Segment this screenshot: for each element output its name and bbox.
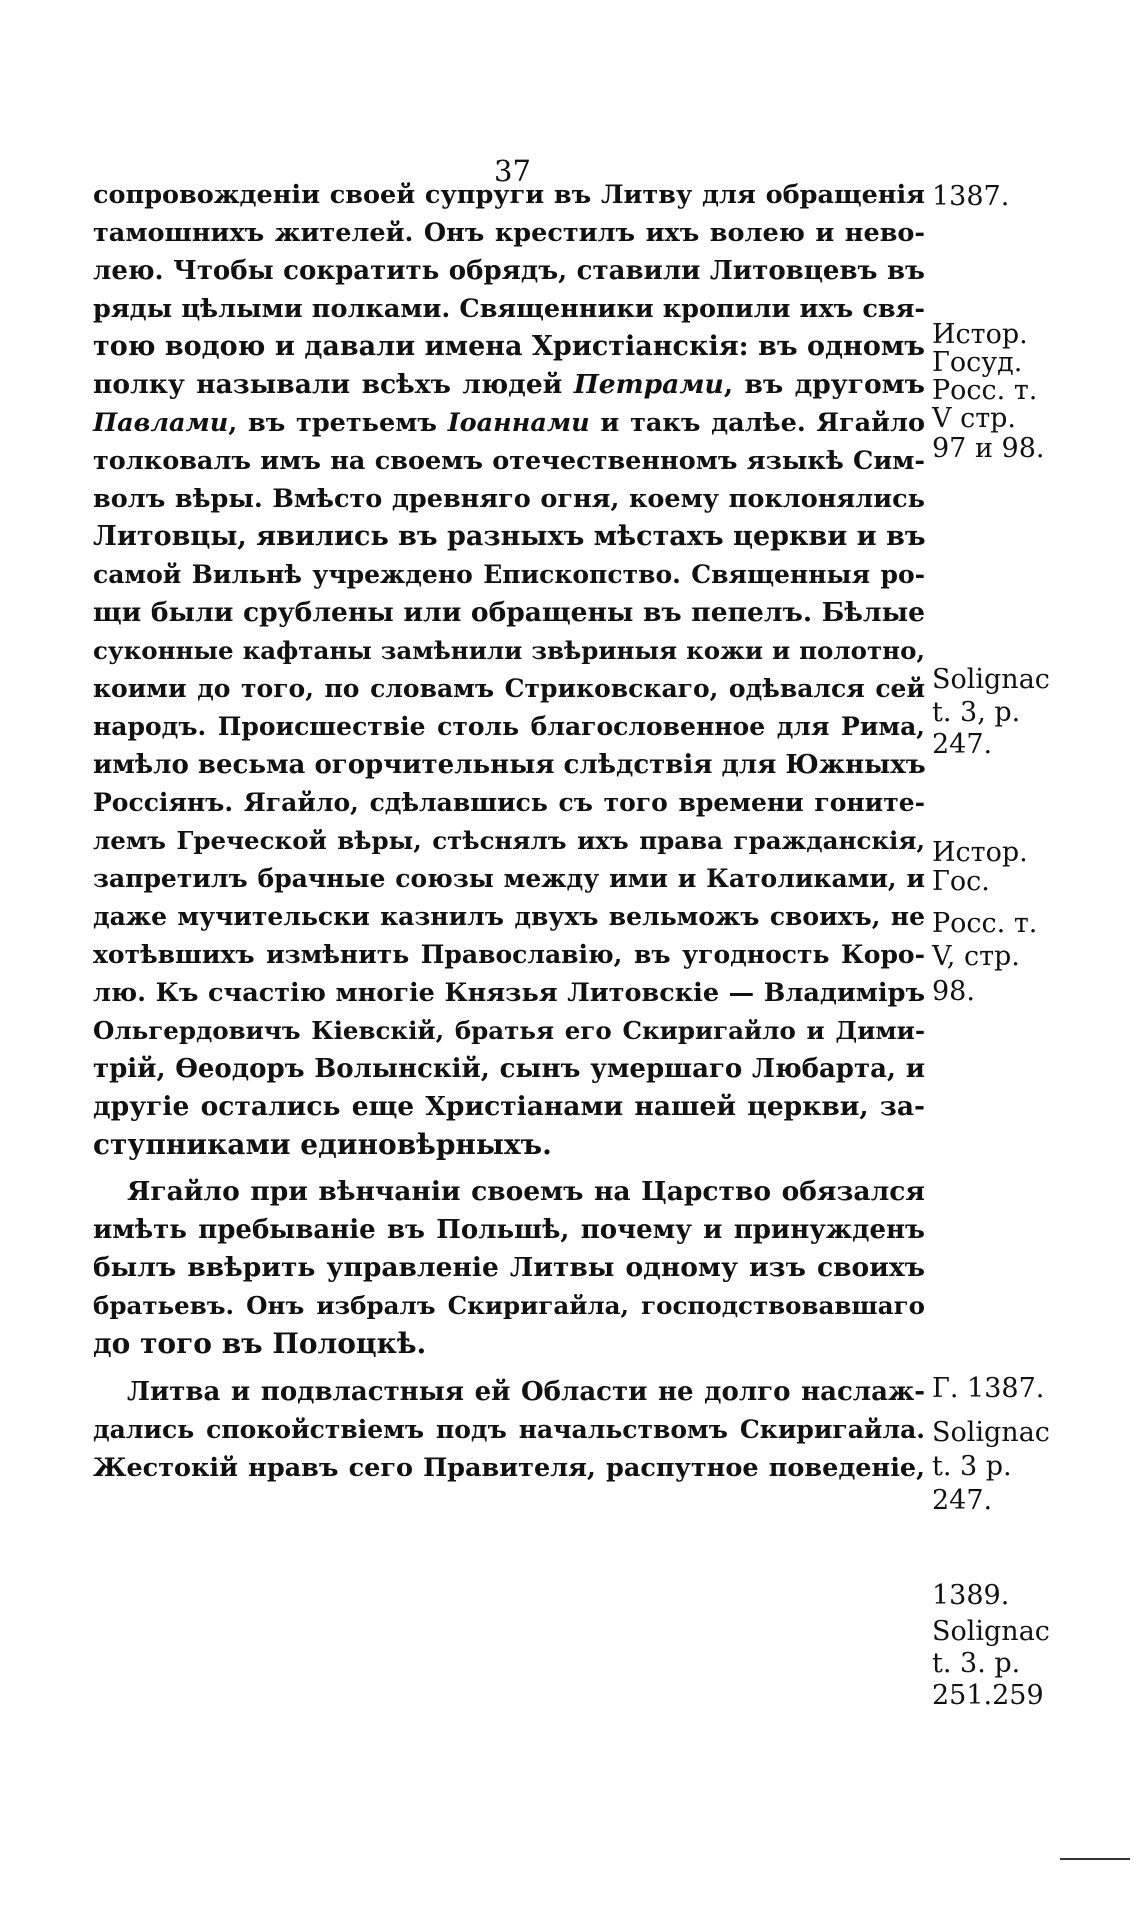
- margin-note: Solignac: [932, 1417, 1050, 1448]
- margin-note: 247.: [932, 729, 993, 760]
- margin-note: V, стр.: [932, 941, 1020, 972]
- margin-note: Росс. т.: [932, 375, 1038, 406]
- text-line: трій, Ѳеодоръ Волынскій, сынъ умершаго Любарта, и: [93, 1054, 925, 1084]
- text-line: суконные кафтаны замѣнили звѣриныя кожи и полотно,: [93, 636, 925, 665]
- margin-note: 251.259: [932, 1680, 1044, 1711]
- margin-note: t. 3 p.: [932, 1451, 1012, 1482]
- text-line: до того въ Полоцкѣ.: [93, 1327, 427, 1360]
- margin-note: 1389.: [932, 1580, 1010, 1611]
- text-line: Литовцы, явились въ разныхъ мѣстахъ церкви и въ: [93, 521, 926, 552]
- text-line: лю. Къ счастію многіе Князья Литовскіе — Владиміръ: [93, 978, 925, 1008]
- text-line: волъ вѣры. Вмѣсто древняго огня, коему поклонялись: [93, 484, 925, 514]
- text-line: самой Вильнѣ учреждено Епископство. Священныя ро-: [93, 560, 925, 589]
- text-line: Жестокій нравъ сего Правителя, распутное поведеніе,: [93, 1453, 925, 1483]
- text-line: запретилъ брачные союзы между ими и Католиками, и: [93, 864, 925, 893]
- text-line: коими до того, по словамъ Стриковскаго, одѣвался сей: [93, 674, 925, 703]
- margin-note: 247.: [932, 1485, 993, 1516]
- text-line: лею. Чтобы сократить обрядъ, ставили Литовцевъ въ: [93, 256, 925, 286]
- edge-mark: [1060, 1858, 1130, 1860]
- margin-note: Гос.: [932, 866, 990, 897]
- text-line: другіе остались еще Христіанами нашей церкви, за-: [93, 1091, 925, 1122]
- text-run: , въ третьемъ: [228, 408, 448, 438]
- italic-name: Іоаннами: [447, 408, 590, 438]
- text-line: лемъ Греческой вѣры, стѣснялъ ихъ права гражданскія,: [93, 826, 925, 855]
- text-line: имѣло весьма огорчительныя слѣдствія для Южныхъ: [93, 750, 926, 780]
- page-number: 37: [494, 154, 531, 188]
- text-line: сопровожденіи своей супруги въ Литву для обращенія: [93, 180, 925, 210]
- margin-note: 1387.: [932, 181, 1010, 212]
- margin-note: Истор.: [932, 319, 1028, 350]
- margin-note: Госуд.: [932, 347, 1023, 378]
- text-line: народъ. Происшествіе столь благословенное для Рима,: [93, 712, 925, 741]
- text-line: даже мучительски казнилъ двухъ вельможъ своихъ, не: [93, 902, 925, 931]
- margin-note: Г. 1387.: [932, 1373, 1045, 1404]
- margin-note: Solignac: [932, 664, 1050, 695]
- text-line: ряды цѣлыми полками. Священники кропили ихъ свя-: [93, 294, 925, 324]
- text-line: Ягайло при вѣнчаніи своемъ на Царство обязался: [127, 1176, 925, 1207]
- text-line: дались спокойствіемъ подъ начальствомъ Скиригайла.: [93, 1415, 925, 1444]
- italic-name: Петрами: [573, 369, 724, 400]
- text-line: ступниками единовѣрныхъ.: [93, 1128, 552, 1161]
- text-line: Литва и подвластныя ей Области не долго наслаж-: [127, 1377, 925, 1407]
- text-line: Россіянъ. Ягайло, сдѣлавшись съ того времени гоните-: [93, 788, 925, 817]
- text-run: полку называли всѣхъ людей: [93, 369, 574, 400]
- text-run: и такъ далѣе. Ягайло: [589, 408, 925, 438]
- text-run: , въ другомъ: [723, 369, 925, 400]
- text-line: Ольгердовичъ Кіевскій, братья его Скиригайло и Дими-: [93, 1016, 925, 1045]
- margin-note: t. 3, p.: [932, 697, 1021, 728]
- text-line: щи были срублены или обращены въ пепелъ. Бѣлые: [93, 597, 925, 628]
- text-line: хотѣвшихъ измѣнить Православію, въ угодность Коро-: [93, 940, 925, 969]
- margin-note: Solignac: [932, 1616, 1050, 1647]
- margin-note: 98.: [932, 976, 975, 1007]
- margin-note: t. 3. p.: [932, 1648, 1021, 1679]
- text-line: былъ ввѣрить управленіе Литвы одному изъ своихъ: [93, 1252, 925, 1283]
- text-line: братьевъ. Онъ избралъ Скиригайла, господствовавшаго: [93, 1291, 925, 1320]
- text-line: толковалъ имъ на своемъ отечественномъ языкѣ Сим-: [93, 446, 925, 476]
- text-line: тамошнихъ жителей. Онъ крестилъ ихъ волею и нево-: [93, 218, 925, 248]
- italic-name: Павлами: [93, 408, 229, 438]
- text-line: имѣть пребываніе въ Польшѣ, почему и принужденъ: [93, 1215, 925, 1245]
- margin-note: Росс. т.: [932, 908, 1038, 939]
- text-line: тою водою и давали имена Христіанскія: въ одномъ: [93, 331, 925, 362]
- margin-note: 97 и 98.: [932, 433, 1045, 464]
- margin-note: Истор.: [932, 837, 1028, 868]
- margin-note: V стр.: [932, 403, 1017, 434]
